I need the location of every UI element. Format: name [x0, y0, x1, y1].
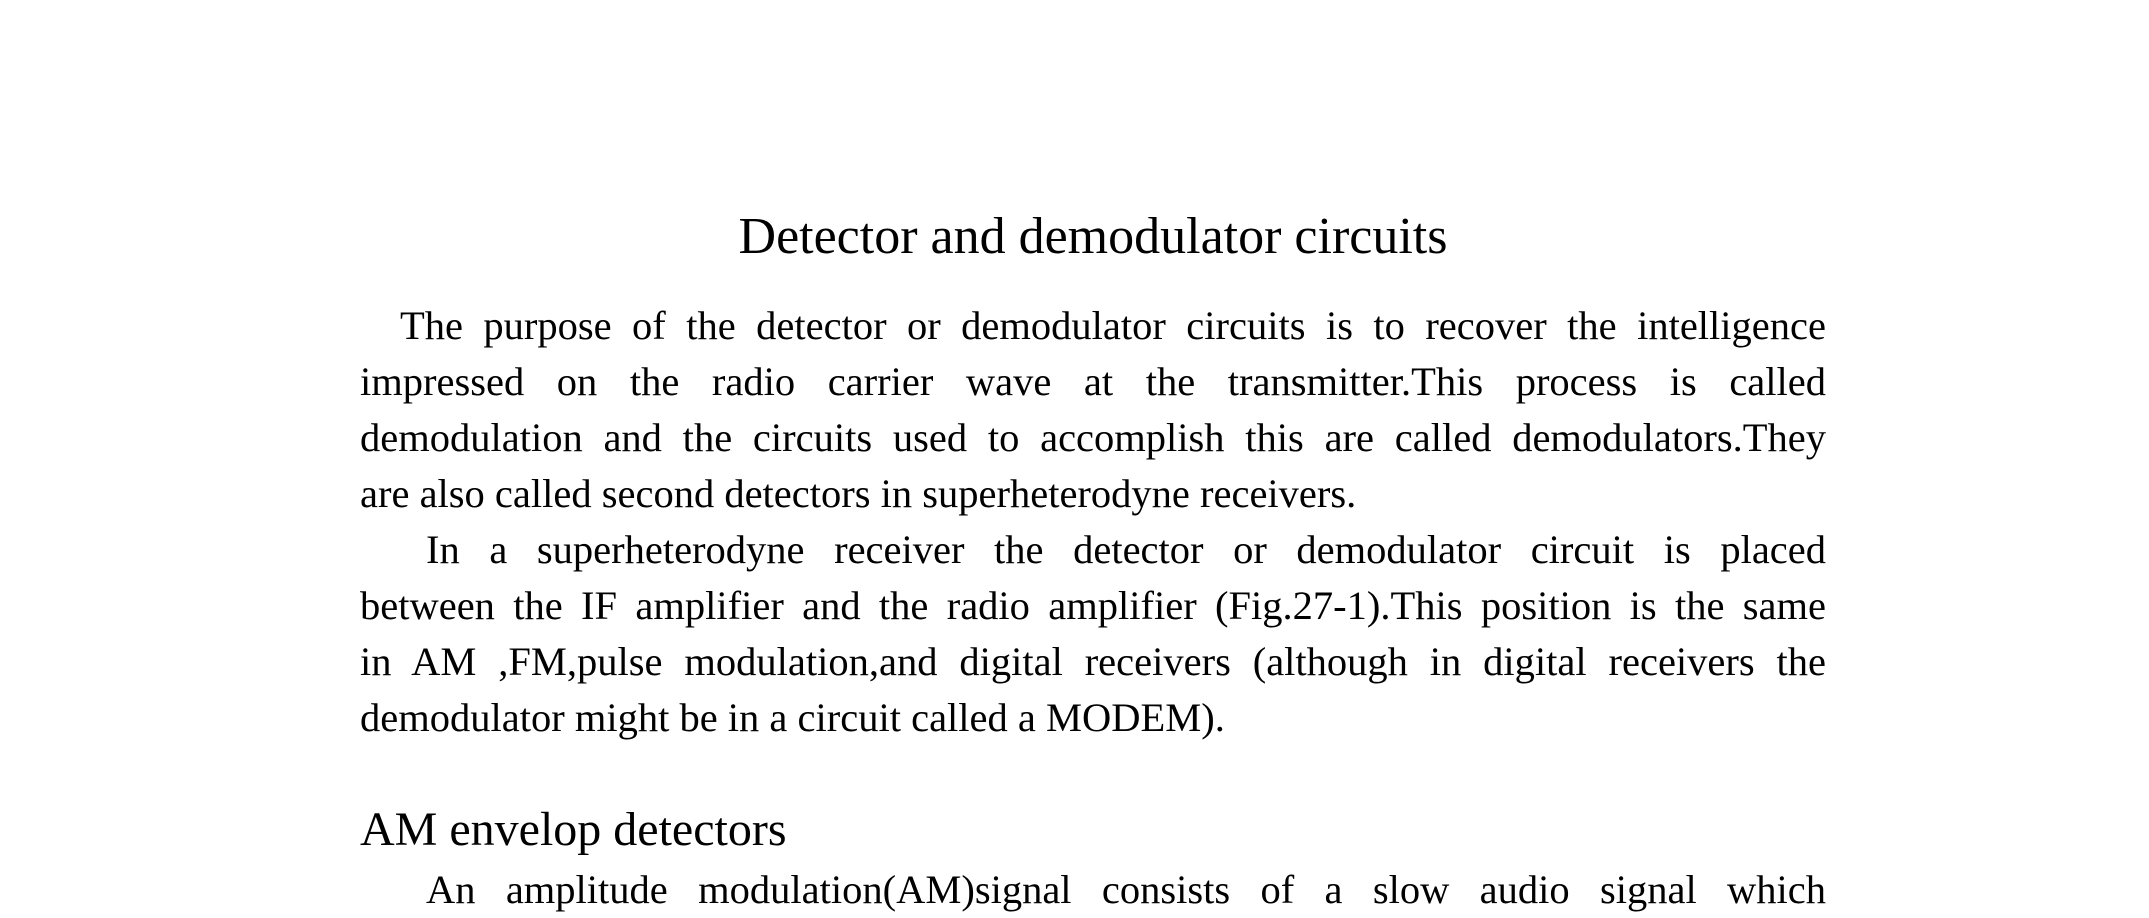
- paragraph-1-line-3: demodulation and the circuits used to accomplish this are called demodulators.They: [360, 415, 1826, 460]
- document-title: Detector and demodulator circuits: [738, 208, 1448, 265]
- section-heading: AM envelop detectors: [360, 803, 787, 856]
- paragraph-2-line-1: In a superheterodyne receiver the detector or demodulator circuit is placed: [426, 527, 1826, 572]
- paragraph-2-line-4: demodulator might be in a circuit called a MODEM).: [360, 695, 1225, 740]
- paragraph-1-line-1: The purpose of the detector or demodulator circuits is to recover the intelligence: [400, 303, 1826, 348]
- paragraph-1-line-2: impressed on the radio carrier wave at the transmitter.This process is called: [360, 359, 1826, 404]
- paragraph-1-line-4: are also called second detectors in superheterodyne receivers.: [360, 471, 1357, 516]
- paragraph-3-line-1: An amplitude modulation(AM)signal consists of a slow audio signal which: [426, 867, 1826, 912]
- paragraph-2-line-2: between the IF amplifier and the radio amplifier (Fig.27-1).This position is the same: [360, 583, 1826, 628]
- paragraph-2-line-3: in AM ,FM,pulse modulation,and digital receivers (although in digital receivers the: [360, 639, 1826, 684]
